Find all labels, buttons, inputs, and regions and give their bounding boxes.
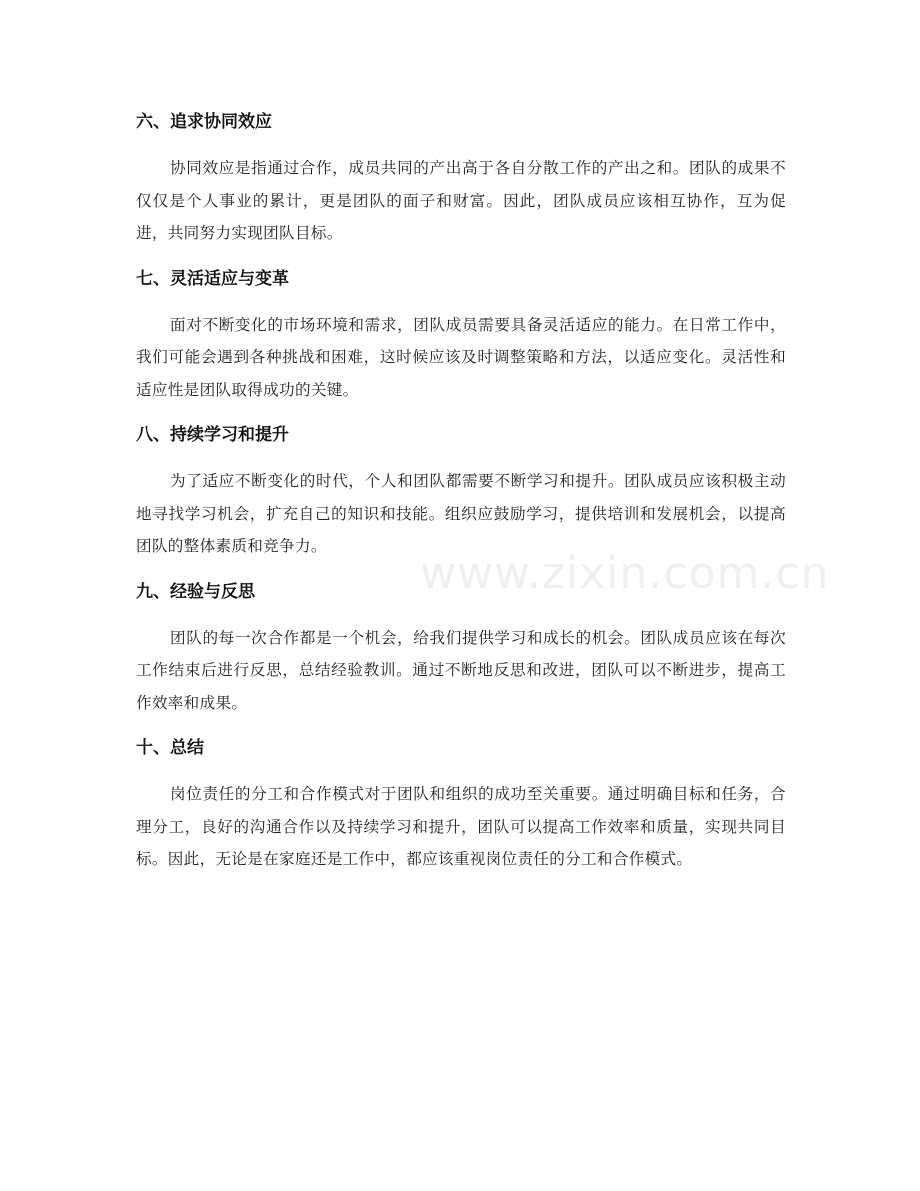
- section-paragraph: 面对不断变化的市场环境和需求，团队成员需要具备灵活适应的能力。在日常工作中，我们可能会遇到各种挑战和困难，这时候应该及时调整策略和方法，以适应变化。灵活性和适应性是团队取得成功的关键。: [136, 315, 786, 399]
- section-paragraph: 协同效应是指通过合作，成员共同的产出高于各自分散工作的产出之和。团队的成果不仅仅是个人事业的累计，更是团队的面子和财富。因此，团队成员应该相互协作，互为促进，共同努力实现团队目标。: [136, 159, 786, 242]
- section-7: [136, 261, 786, 407]
- section-9: [136, 574, 786, 720]
- section-6: [136, 104, 786, 250]
- section-heading: 六、追求协同效应: [136, 112, 272, 132]
- section-8: [136, 417, 786, 563]
- section-heading: 十、总结: [136, 738, 204, 758]
- document-content: [136, 104, 786, 887]
- section-heading: 七、灵活适应与变革: [136, 268, 289, 289]
- section-10: [136, 730, 786, 876]
- watermark: www.zixin.com.cn: [420, 548, 830, 599]
- section-paragraph: 为了适应不断变化的时代，个人和团队都需要不断学习和提升。团队成员应该积极主动地寻找学习机会，扩充自己的知识和技能。组织应鼓励学习，提供培训和发展机会，以提高团队的整体素质和竞争力。: [136, 472, 786, 555]
- section-paragraph: 岗位责任的分工和合作模式对于团队和组织的成功至关重要。通过明确目标和任务，合理分工，良好的沟通合作以及持续学习和提升，团队可以提高工作效率和质量，实现共同目标。因此，无论是在家庭还是工作中，都应该重视岗位责任的分工和合作模式。: [136, 785, 786, 868]
- section-heading: 八、持续学习和提升: [136, 425, 289, 445]
- section-paragraph: 团队的每一次合作都是一个机会，给我们提供学习和成长的机会。团队成员应该在每次工作结束后进行反思，总结经验教训。通过不断地反思和改进，团队可以不断进步，提高工作效率和成果。: [136, 628, 786, 712]
- section-heading: 九、经验与反思: [136, 581, 255, 602]
